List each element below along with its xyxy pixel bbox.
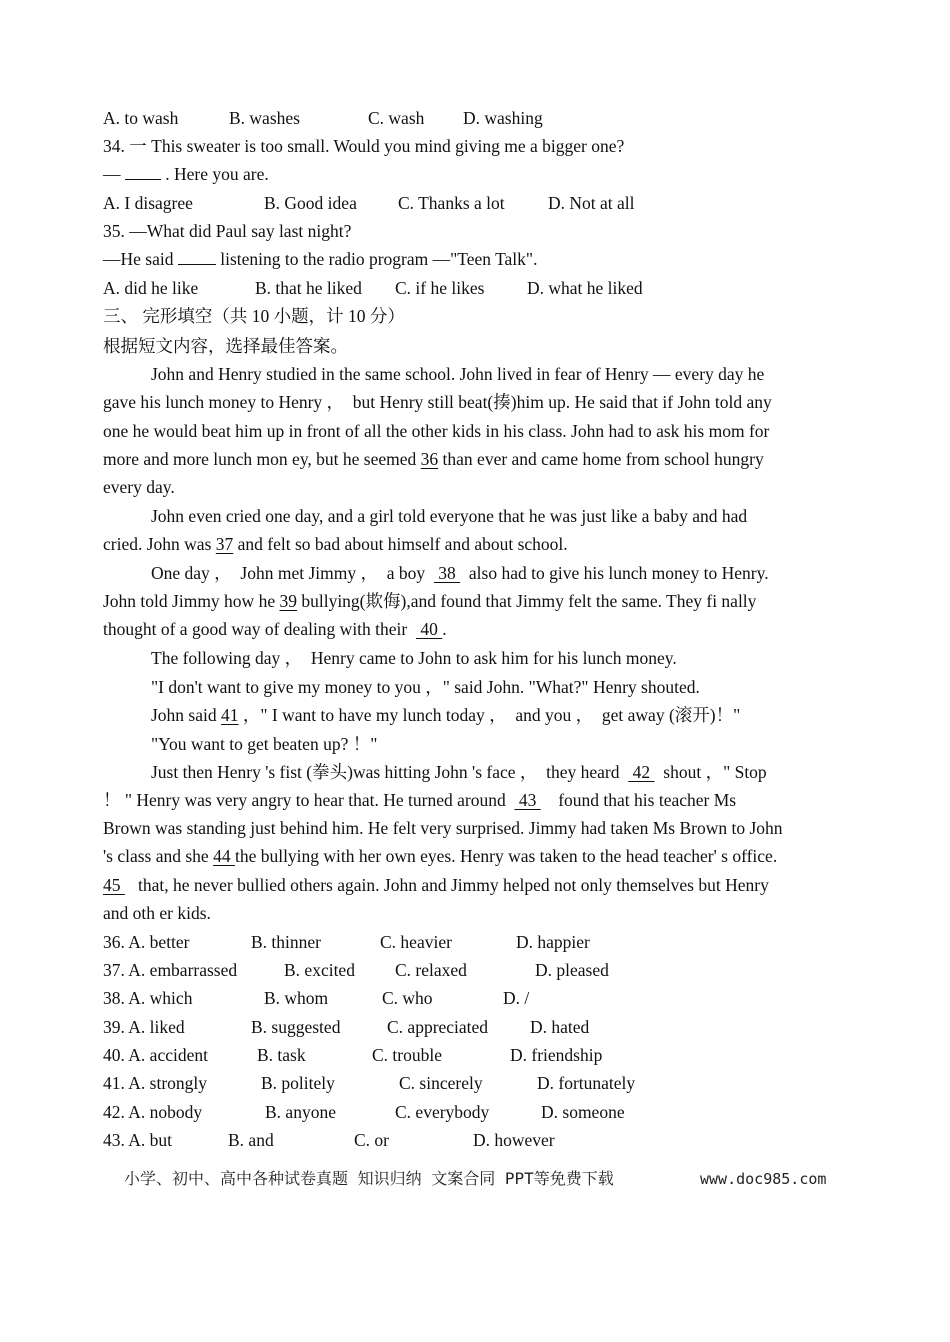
blank-42: 42 (628, 762, 655, 782)
q35-option-a: A. did he like (103, 278, 199, 298)
section-instruction: 根据短文内容，选择最佳答案。 (103, 336, 348, 356)
option-b: B. excited (284, 960, 355, 980)
option-a: 37. A. embarrassed (103, 960, 238, 980)
q34-reply-text: . Here you are. (160, 164, 269, 184)
option-c: C. or (354, 1130, 389, 1150)
passage-text: shout ，" Stop (654, 762, 767, 782)
blank-44: 44 (213, 846, 235, 866)
blank-37: 37 (215, 534, 234, 554)
passage-text: found that his teacher Ms (540, 790, 737, 810)
option-b: B. and (228, 1130, 274, 1150)
blank-36: 36 (420, 449, 439, 469)
passage-text: Just then Henry 's fist (拳头)was hitting John 's face ， they heard (151, 762, 629, 782)
passage-line (103, 448, 764, 470)
q34-option-c: C. Thanks a lot (398, 193, 505, 213)
passage-line (151, 562, 769, 584)
passage-text: also had to give his lunch money to Henry. (460, 563, 769, 583)
passage-line (103, 618, 447, 640)
passage-text: thought of a good way of dealing with their (103, 619, 416, 639)
option-b: B. thinner (251, 932, 321, 952)
passage-line: and oth er kids. (103, 903, 211, 923)
option-d: D. happier (516, 932, 590, 952)
blank-43: 43 (514, 790, 541, 810)
q35-option-d: D. what he liked (527, 278, 643, 298)
q35-reply-start: —He said (103, 249, 178, 269)
option-c: C. heavier (380, 932, 452, 952)
blank-38: 38 (433, 563, 461, 583)
passage-text: ！ " Henry was very angry to hear that. He turned around (103, 790, 515, 810)
passage-text: . (442, 619, 447, 639)
option-d: D. pleased (535, 960, 609, 980)
passage-line: John even cried one day, and a girl told everyone that he was just like a baby and had (151, 506, 748, 526)
option-b: B. politely (261, 1073, 335, 1093)
passage-text: John said (151, 705, 221, 725)
blank-41: 41 (221, 705, 239, 725)
passage-line (103, 789, 736, 811)
passage-line (103, 590, 756, 612)
passage-line: "You want to get beaten up? ！" (151, 734, 378, 754)
q34-option-a: A. I disagree (103, 193, 193, 213)
passage-text: 's class and she (103, 846, 214, 866)
option-b: B. whom (264, 988, 329, 1008)
passage-text: more and more lunch mon ey, but he seemed (103, 449, 421, 469)
option-d: D. hated (530, 1017, 590, 1037)
option-d: D. someone (541, 1102, 625, 1122)
passage-text: that, he never bullied others again. John and Jimmy helped not only themselves but Henry (124, 875, 769, 895)
passage-text: and felt so bad about himself and about school. (233, 534, 568, 554)
option-c: C. sincerely (399, 1073, 483, 1093)
q34-stem: 34. 一 This sweater is too small. Would you mind giving me a bigger one? (103, 136, 625, 156)
q33-option-b: B. washes (229, 108, 300, 128)
passage-text: bullying(欺侮),and found that Jimmy felt the same. They fi nally (296, 591, 757, 611)
passage-line: The following day ， Henry came to John to ask him for his lunch money. (151, 648, 677, 668)
section-heading: 三、 完形填空（共 10 小题，计 10 分） (103, 306, 405, 326)
passage-text: One day ， John met Jimmy ， a boy (151, 563, 434, 583)
option-c: C. appreciated (387, 1017, 489, 1037)
option-d: D. however (473, 1130, 555, 1150)
q35-option-c: C. if he likes (395, 278, 485, 298)
passage-line: every day. (103, 477, 175, 497)
option-d: D. / (503, 988, 530, 1008)
footer-website-link[interactable]: www.doc985.com (700, 1170, 827, 1188)
option-c: C. trouble (372, 1045, 442, 1065)
option-d: D. fortunately (537, 1073, 636, 1093)
option-b: B. task (257, 1045, 306, 1065)
passage-line (103, 845, 777, 867)
passage-line (103, 874, 769, 896)
option-a: 42. A. nobody (103, 1102, 203, 1122)
passage-line (151, 761, 767, 783)
q34-reply-dash: — (103, 164, 121, 184)
option-c: C. relaxed (395, 960, 467, 980)
q35-option-b: B. that he liked (255, 278, 362, 298)
q35-answer-blank (178, 249, 216, 265)
option-a: 38. A. which (103, 988, 193, 1008)
option-d: D. friendship (510, 1045, 603, 1065)
passage-line (103, 533, 568, 555)
option-b: B. suggested (251, 1017, 341, 1037)
passage-text: ，" I want to have my lunch today ， and you ， get away (滚开)！" (238, 705, 741, 725)
passage-text: the bullying with her own eyes. Henry was taken to the head teacher' s office. (234, 846, 778, 866)
q33-option-a: A. to wash (103, 108, 179, 128)
option-c: C. who (382, 988, 433, 1008)
footer-text: 小学、初中、高中各种试卷真题 知识归纳 文案合同 PPT等免费下载 (124, 1169, 614, 1188)
q34-option-d: D. Not at all (548, 193, 635, 213)
option-a: 43. A. but (103, 1130, 173, 1150)
q35-reply (103, 248, 537, 270)
passage-line: one he would beat him up in front of all the other kids in his class. John had to ask his mom for (103, 421, 770, 441)
q35-reply-text: listening to the radio program —"Teen Talk". (215, 249, 538, 269)
option-c: C. everybody (395, 1102, 490, 1122)
passage-text: cried. John was (103, 534, 216, 554)
option-a: 36. A. better (103, 932, 190, 952)
option-a: 39. A. liked (103, 1017, 185, 1037)
q33-option-c: C. wash (368, 108, 425, 128)
option-a: 41. A. strongly (103, 1073, 208, 1093)
blank-45: 45 (103, 875, 125, 895)
blank-40: 40 (416, 619, 443, 639)
option-b: B. anyone (265, 1102, 336, 1122)
passage-text: John told Jimmy how he (103, 591, 280, 611)
q35-stem: 35. —What did Paul say last night? (103, 221, 352, 241)
q34-option-b: B. Good idea (264, 193, 357, 213)
q34-answer-blank (125, 164, 161, 180)
passage-line: Brown was standing just behind him. He felt very surprised. Jimmy had taken Ms Brown to John (103, 818, 783, 838)
q34-reply (103, 163, 269, 185)
passage-line: "I don't want to give my money to you ，" said John. "What?" Henry shouted. (151, 677, 700, 697)
option-a: 40. A. accident (103, 1045, 208, 1065)
passage-line (151, 704, 740, 726)
passage-line: John and Henry studied in the same school. John lived in fear of Henry — every day he (151, 364, 765, 384)
q33-option-d: D. washing (463, 108, 543, 128)
blank-39: 39 (279, 591, 297, 611)
passage-text: than ever and came home from school hungry (438, 449, 764, 469)
passage-line: gave his lunch money to Henry ， but Henry still beat(揍)him up. He said that if John told any (103, 392, 772, 412)
